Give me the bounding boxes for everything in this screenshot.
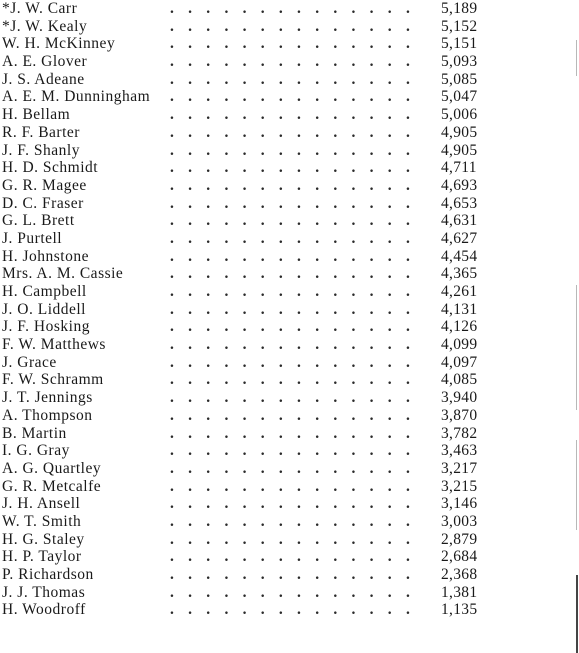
entry-name: A. G. Quartley: [2, 459, 102, 477]
entry-name: J. F. Shanly: [2, 141, 80, 159]
scan-margin-mark: [576, 440, 577, 530]
list-item: [0, 230, 520, 248]
entry-value: 4,905: [437, 124, 477, 142]
dot-leader: [170, 301, 414, 319]
entry-value: 4,085: [437, 371, 477, 389]
entry-name: H. Campbell: [2, 283, 87, 300]
entry-value: 3,215: [437, 478, 477, 496]
dot-leader: [170, 584, 414, 602]
entry-name: G. L. Brett: [2, 212, 75, 230]
entry-name: B. Martin: [2, 424, 67, 442]
dot-leader: [170, 0, 414, 18]
dot-leader: [170, 35, 414, 53]
list-item: [0, 265, 520, 283]
list-item: [0, 248, 520, 266]
entry-value: 5,151: [437, 35, 477, 53]
list-item: [0, 18, 520, 36]
entry-name: H. G. Staley: [2, 530, 85, 548]
dot-leader: [170, 548, 414, 566]
list-item: [0, 301, 520, 319]
entry-value: 5,093: [437, 53, 477, 71]
list-item: [0, 513, 520, 531]
dot-leader: [170, 495, 414, 513]
list-item: [0, 124, 520, 142]
entry-name: G. R. Magee: [2, 176, 87, 194]
entry-name: J. S. Adeane: [2, 70, 85, 88]
entry-name: A. E. Glover: [2, 53, 88, 71]
entry-value: 3,146: [437, 495, 477, 513]
entry-name: F. W. Matthews: [2, 336, 106, 354]
dot-leader: [170, 336, 414, 354]
entry-value: 4,126: [437, 318, 477, 336]
entry-name: H. Johnstone: [2, 247, 89, 265]
dot-leader: [170, 124, 414, 142]
entry-value: 4,454: [437, 248, 477, 266]
list-item: [0, 371, 520, 389]
entry-name: W. H. McKinney: [2, 35, 116, 53]
entry-value: 4,711: [437, 159, 477, 177]
dot-leader: [170, 18, 414, 36]
entry-value: 5,085: [437, 71, 477, 89]
list-item: [0, 0, 520, 18]
entry-value: 3,463: [437, 442, 477, 460]
entry-name: G. R. Metcalfe: [2, 477, 102, 495]
entry-value: 1,381: [437, 584, 477, 602]
entry-value: 4,099: [437, 336, 477, 354]
entry-name: J. Grace: [2, 353, 57, 371]
entry-name: F. W. Schramm: [2, 371, 104, 389]
list-item: [0, 159, 520, 177]
list-item: [0, 35, 520, 53]
entry-name: H. D. Schmidt: [2, 159, 99, 177]
dot-leader: [170, 88, 414, 106]
dot-leader: [170, 318, 414, 336]
list-item: [0, 548, 520, 566]
entry-value: 5,047: [437, 88, 477, 106]
entry-name: J. T. Jennings: [2, 389, 93, 407]
entry-name: R. F. Barter: [2, 123, 80, 141]
list-item: [0, 601, 520, 619]
entry-value: 4,261: [437, 283, 477, 301]
entry-value: 3,217: [437, 460, 477, 478]
dot-leader: [170, 106, 414, 124]
dot-leader: [170, 283, 414, 301]
dot-leader: [170, 425, 414, 443]
list-item: [0, 318, 520, 336]
list-item: [0, 177, 520, 195]
dot-leader: [170, 230, 414, 248]
entry-name: *J. W. Kealy: [2, 17, 88, 35]
dot-leader: [170, 566, 414, 584]
entry-value: 2,368: [437, 566, 477, 584]
list-item: [0, 212, 520, 230]
entry-name: P. Richardson: [2, 566, 94, 583]
dot-leader: [170, 248, 414, 266]
entry-value: 5,006: [437, 106, 477, 124]
entry-name: A. E. M. Dunningham: [2, 88, 151, 106]
scan-margin-mark: [576, 40, 577, 76]
entry-name: W. T. Smith: [2, 512, 82, 530]
dot-leader: [170, 265, 414, 283]
dot-leader: [170, 371, 414, 389]
entry-name: I. G. Gray: [2, 442, 70, 460]
list-item: [0, 53, 520, 71]
entry-value: 2,684: [437, 548, 477, 566]
list-item: [0, 88, 520, 106]
dot-leader: [170, 407, 414, 425]
entry-value: 3,003: [437, 513, 477, 531]
entry-name: H. P. Taylor: [2, 548, 82, 566]
entry-name: H. Woodroff: [2, 601, 86, 619]
entry-value: 4,693: [437, 177, 477, 195]
list-item: [0, 195, 520, 213]
dot-leader: [170, 177, 414, 195]
entry-name: H. Bellam: [2, 106, 71, 124]
dot-leader: [170, 513, 414, 531]
entry-value: 2,879: [437, 531, 477, 549]
list-item: [0, 495, 520, 513]
entry-value: 4,631: [437, 212, 477, 230]
list-item: [0, 584, 520, 602]
list-item: [0, 106, 520, 124]
entry-value: 5,189: [437, 0, 477, 18]
entry-value: 4,627: [437, 230, 477, 248]
list-item: [0, 389, 520, 407]
entry-value: 4,653: [437, 195, 477, 213]
dot-leader: [170, 531, 414, 549]
dot-leader: [170, 442, 414, 460]
scan-margin-mark: [576, 575, 578, 653]
dot-leader: [170, 53, 414, 71]
list-item: [0, 460, 520, 478]
list-item: [0, 442, 520, 460]
entry-value: 4,131: [437, 301, 477, 319]
entry-name: D. C. Fraser: [2, 194, 84, 212]
entry-name: Mrs. A. M. Cassie: [2, 265, 124, 283]
dot-leader: [170, 71, 414, 89]
dot-leader: [170, 159, 414, 177]
list-item: [0, 566, 520, 584]
entry-name: *J. W. Carr: [2, 0, 78, 17]
entry-value: 4,097: [437, 354, 477, 372]
list-item: [0, 283, 520, 301]
entry-value: 3,782: [437, 425, 477, 443]
dot-leader: [170, 142, 414, 160]
entry-name: J. J. Thomas: [2, 583, 86, 601]
list-item: [0, 478, 520, 496]
dot-leader: [170, 460, 414, 478]
entry-value: 1,135: [437, 601, 477, 619]
entry-name: J. Purtell: [2, 229, 63, 247]
entry-name: J. O. Liddell: [2, 300, 86, 318]
dot-leader: [170, 212, 414, 230]
dot-leader: [170, 195, 414, 213]
dot-leader: [170, 389, 414, 407]
dot-leader: [170, 354, 414, 372]
list-item: [0, 142, 520, 160]
entry-value: 4,365: [437, 265, 477, 283]
entry-name: A. Thompson: [2, 406, 93, 424]
entry-name: J. F. Hosking: [2, 318, 90, 336]
dot-leader: [170, 478, 414, 496]
entry-value: 3,870: [437, 407, 477, 425]
entry-value: 5,152: [437, 18, 477, 36]
dot-leader: [170, 601, 414, 619]
list-item: [0, 354, 520, 372]
entry-value: 4,905: [437, 142, 477, 160]
scan-margin-mark: [576, 285, 577, 410]
list-item: [0, 336, 520, 354]
list-item: [0, 531, 520, 549]
entry-name: J. H. Ansell: [2, 495, 81, 513]
entry-value: 3,940: [437, 389, 477, 407]
list-item: [0, 425, 520, 443]
list-item: [0, 407, 520, 425]
list-item: [0, 71, 520, 89]
